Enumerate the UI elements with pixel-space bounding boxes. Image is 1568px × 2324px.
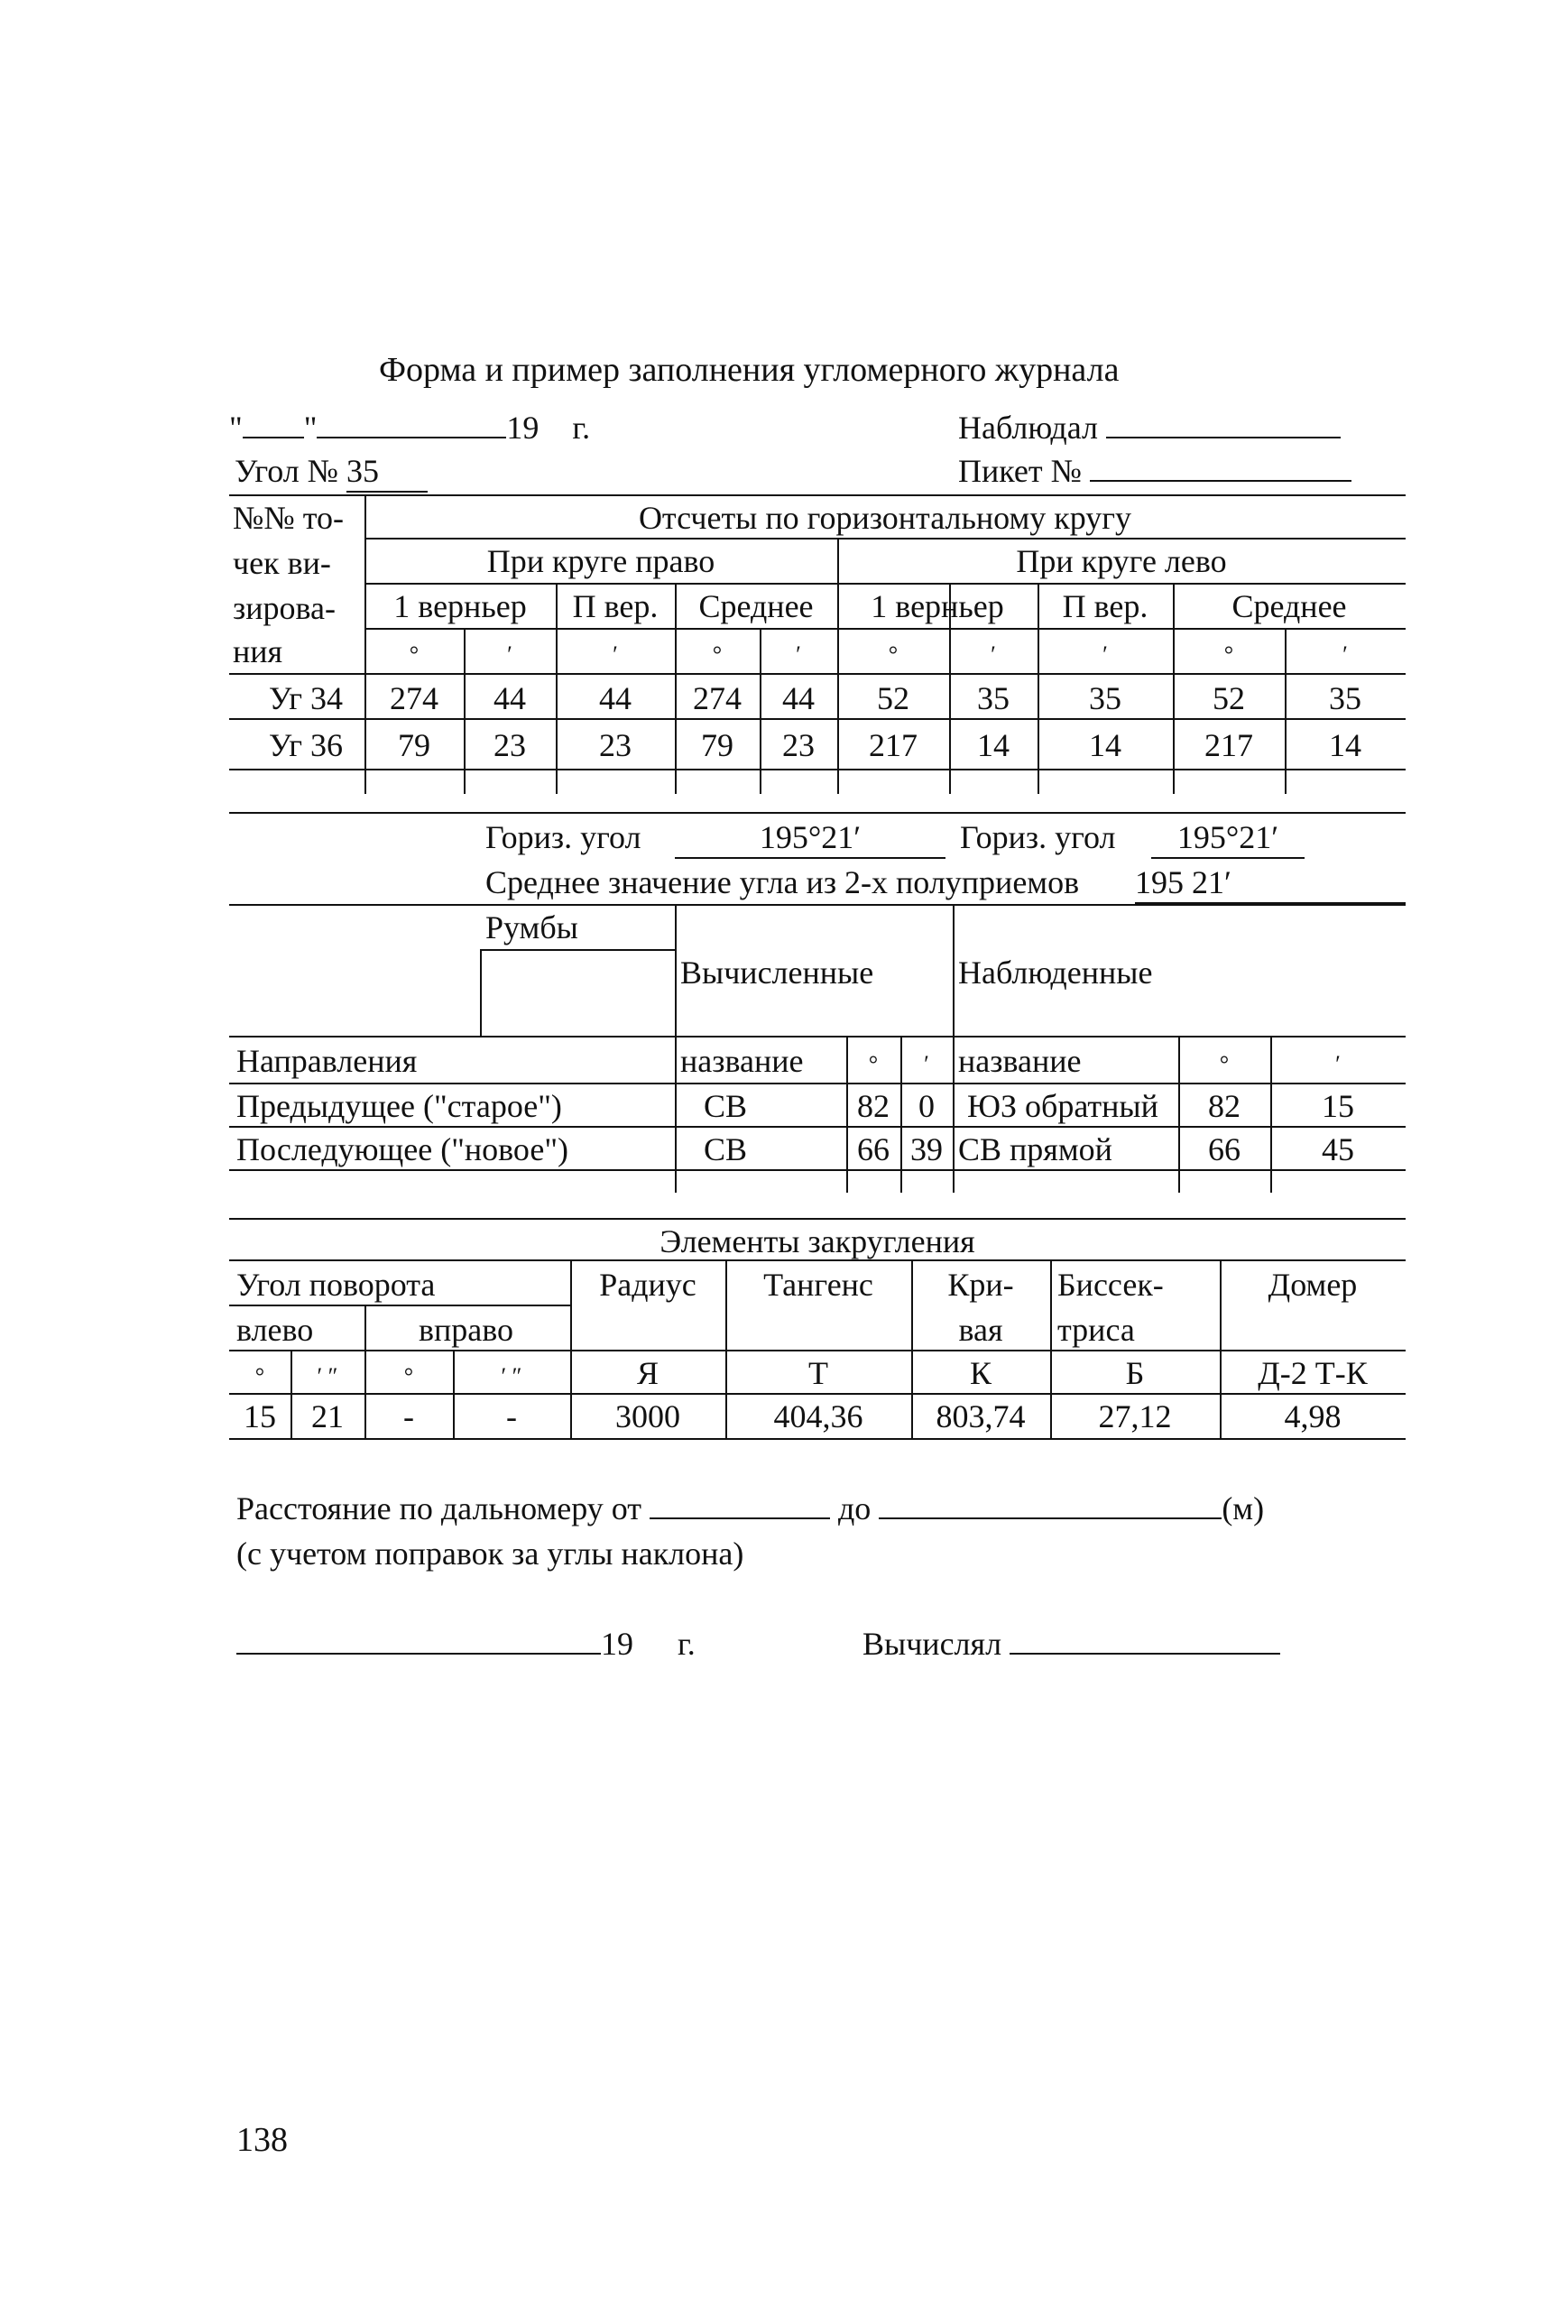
col-points-line2: чек ви- bbox=[233, 545, 331, 581]
value-cell: 14 bbox=[977, 727, 1010, 763]
value-cell: 52 bbox=[877, 680, 909, 716]
computed-by-label: Вычислял bbox=[862, 1626, 1002, 1662]
value-cell: 44 bbox=[599, 680, 632, 716]
left-circle-header: При круге лево bbox=[1016, 543, 1227, 579]
value-cell: 44 bbox=[782, 680, 815, 716]
turn-angle-label: Угол поворота bbox=[236, 1267, 436, 1303]
left-vernier1-header: 1 верньер bbox=[871, 588, 1004, 624]
point-cell: Уг 34 bbox=[268, 680, 343, 716]
rumby-label: Румбы bbox=[485, 909, 578, 945]
mark-right-min: ′ ″ bbox=[501, 1363, 522, 1389]
value-cell: 44 bbox=[493, 680, 526, 716]
col-points-line4: ния bbox=[233, 633, 283, 669]
mark-r1-min: ′ bbox=[507, 641, 512, 668]
point-cell: Уг 36 bbox=[268, 727, 343, 763]
obs-min-mark: ′ bbox=[1335, 1051, 1341, 1077]
left-deg-cell: 15 bbox=[244, 1398, 276, 1434]
picket-line bbox=[958, 451, 1351, 491]
value-cell: 52 bbox=[1213, 680, 1245, 716]
bisect-header-a: Биссек- bbox=[1057, 1267, 1164, 1303]
mark-l2-min: ′ bbox=[1102, 641, 1108, 668]
col-points-line3: зирова- bbox=[233, 590, 336, 626]
turn-right-label: вправо bbox=[419, 1312, 513, 1348]
curve-title: Элементы закругления bbox=[659, 1223, 975, 1259]
obs-deg-cell: 66 bbox=[1208, 1131, 1241, 1167]
obs-name-cell: ЮЗ обратный bbox=[967, 1088, 1158, 1124]
value-cell: 14 bbox=[1089, 727, 1121, 763]
distance-label: Расстояние по дальномеру от bbox=[236, 1490, 641, 1526]
horiz-value-1: 195°21′ bbox=[675, 817, 945, 859]
obs-deg-mark: ° bbox=[1219, 1051, 1230, 1077]
slope-note: (с учетом поправок за углы наклона) bbox=[236, 1536, 744, 1572]
mark-left-deg: ° bbox=[254, 1363, 265, 1389]
year-prefix: 19 bbox=[506, 410, 540, 446]
day-blank bbox=[243, 410, 304, 438]
right-deg-cell: - bbox=[403, 1398, 414, 1434]
direction-cell: Последующее ("новое") bbox=[236, 1131, 569, 1167]
mark-r1-deg: ° bbox=[409, 641, 420, 668]
domer-header: Домер bbox=[1268, 1267, 1358, 1303]
observed-line bbox=[958, 408, 1341, 447]
value-cell: 35 bbox=[1089, 680, 1121, 716]
obs-name-cell: СВ прямой bbox=[958, 1131, 1112, 1167]
value-cell: 23 bbox=[782, 727, 815, 763]
computed-by-line bbox=[862, 1624, 1280, 1664]
distance-from-blank bbox=[650, 1490, 830, 1519]
mean-value: 195 21′ bbox=[1135, 862, 1406, 904]
radius-header: Радиус bbox=[599, 1267, 696, 1303]
tangent-header: Тангенс bbox=[763, 1267, 873, 1303]
calc-min-cell: 0 bbox=[918, 1088, 935, 1124]
calc-name-cell: СВ bbox=[704, 1131, 748, 1167]
month-blank bbox=[317, 410, 506, 438]
domer-cell: 4,98 bbox=[1284, 1398, 1342, 1434]
value-cell: 35 bbox=[977, 680, 1010, 716]
right-vernier1-header: 1 верньер bbox=[393, 588, 527, 624]
sign-year: 19 bbox=[601, 1626, 633, 1662]
sign-year-unit: г. bbox=[678, 1626, 696, 1662]
right-circle-header: При круге право bbox=[486, 543, 715, 579]
obs-name-header: название bbox=[958, 1043, 1082, 1079]
date-quote-open: " bbox=[229, 410, 243, 446]
page-number: 138 bbox=[236, 2121, 288, 2159]
curve-header-b: вая bbox=[958, 1312, 1003, 1348]
calc-deg-mark: ° bbox=[868, 1051, 879, 1077]
value-cell: 274 bbox=[390, 680, 438, 716]
observed-label: Наблюдал bbox=[958, 410, 1099, 446]
observed-blank bbox=[1106, 410, 1341, 438]
symbol-bisect: Б bbox=[1125, 1355, 1145, 1391]
observed-header: Наблюденные bbox=[958, 954, 1153, 991]
readings-group-title: Отсчеты по горизонтальному кругу bbox=[638, 500, 1132, 536]
distance-to-blank bbox=[879, 1490, 1222, 1519]
col-points-line1: №№ то- bbox=[233, 500, 344, 536]
symbol-curve: К bbox=[969, 1355, 992, 1391]
picket-blank bbox=[1090, 453, 1351, 482]
curve-header-a: Кри- bbox=[947, 1267, 1014, 1303]
horiz-label-2: Гориз. угол bbox=[960, 819, 1116, 855]
symbol-radius: Я bbox=[636, 1355, 659, 1391]
mark-right-deg: ° bbox=[403, 1363, 414, 1389]
mark-lm-deg: ° bbox=[1223, 641, 1234, 668]
curve-cell: 803,74 bbox=[936, 1398, 1026, 1434]
date-line bbox=[229, 408, 590, 447]
value-cell: 14 bbox=[1329, 727, 1361, 763]
value-cell: 217 bbox=[1204, 727, 1253, 763]
obs-deg-cell: 82 bbox=[1208, 1088, 1241, 1124]
value-cell: 23 bbox=[599, 727, 632, 763]
calc-min-mark: ′ bbox=[924, 1051, 929, 1077]
value-cell: 217 bbox=[869, 727, 918, 763]
date-quote-close: " bbox=[303, 410, 318, 446]
left-mean-header: Среднее bbox=[1231, 588, 1347, 624]
distance-unit: (м) bbox=[1222, 1490, 1265, 1526]
radius-cell: 3000 bbox=[615, 1398, 680, 1434]
mean-label: Среднее значение угла из 2-х полуприемов bbox=[485, 864, 1080, 900]
calc-name-header: название bbox=[680, 1043, 804, 1079]
direction-cell: Предыдущее ("старое") bbox=[236, 1088, 562, 1124]
value-cell: 274 bbox=[693, 680, 742, 716]
right-min-cell: - bbox=[506, 1398, 517, 1434]
year-unit: г. bbox=[572, 410, 591, 446]
mark-l1-min: ′ bbox=[991, 641, 996, 668]
value-cell: 79 bbox=[701, 727, 733, 763]
angle-number: 35 bbox=[346, 451, 428, 493]
left-vernier2-header: П вер. bbox=[1062, 588, 1148, 624]
right-vernier2-header: П вер. bbox=[572, 588, 659, 624]
distance-to-label: до bbox=[837, 1490, 872, 1526]
directions-label: Направления bbox=[236, 1043, 418, 1079]
tangent-cell: 404,36 bbox=[773, 1398, 863, 1434]
value-cell: 23 bbox=[493, 727, 526, 763]
mark-l1-deg: ° bbox=[888, 641, 899, 668]
distance-line bbox=[236, 1489, 1264, 1528]
horiz-label-1: Гориз. угол bbox=[485, 819, 641, 855]
mark-rm-deg: ° bbox=[712, 641, 723, 668]
left-min-cell: 21 bbox=[311, 1398, 344, 1434]
horiz-value-2: 195°21′ bbox=[1151, 817, 1305, 859]
page-title: Форма и пример заполнения угломерного журнала bbox=[379, 351, 1120, 389]
date-blank bbox=[236, 1626, 601, 1655]
mark-r2-min: ′ bbox=[613, 641, 618, 668]
calc-deg-cell: 82 bbox=[857, 1088, 890, 1124]
mark-rm-min: ′ bbox=[796, 641, 801, 668]
signature-line bbox=[236, 1624, 696, 1664]
symbol-tangent: Т bbox=[808, 1355, 828, 1391]
mark-lm-min: ′ bbox=[1342, 641, 1348, 668]
computed-by-blank bbox=[1010, 1626, 1280, 1655]
angle-label: Угол № bbox=[235, 453, 339, 489]
bisect-header-b: триса bbox=[1057, 1312, 1135, 1348]
value-cell: 35 bbox=[1329, 680, 1361, 716]
calc-deg-cell: 66 bbox=[857, 1131, 890, 1167]
value-cell: 79 bbox=[398, 727, 430, 763]
bisect-cell: 27,12 bbox=[1098, 1398, 1172, 1434]
calc-name-cell: СВ bbox=[704, 1088, 748, 1124]
obs-min-cell: 45 bbox=[1322, 1131, 1354, 1167]
mark-left-min: ′ ″ bbox=[317, 1363, 338, 1389]
turn-left-label: влево bbox=[236, 1312, 314, 1348]
right-mean-header: Среднее bbox=[698, 588, 814, 624]
angle-line bbox=[235, 451, 428, 493]
computed-header: Вычисленные bbox=[680, 954, 874, 991]
symbol-domer: Д-2 Т-К bbox=[1258, 1355, 1368, 1391]
calc-min-cell: 39 bbox=[910, 1131, 943, 1167]
obs-min-cell: 15 bbox=[1322, 1088, 1354, 1124]
picket-label: Пикет № bbox=[958, 453, 1082, 489]
